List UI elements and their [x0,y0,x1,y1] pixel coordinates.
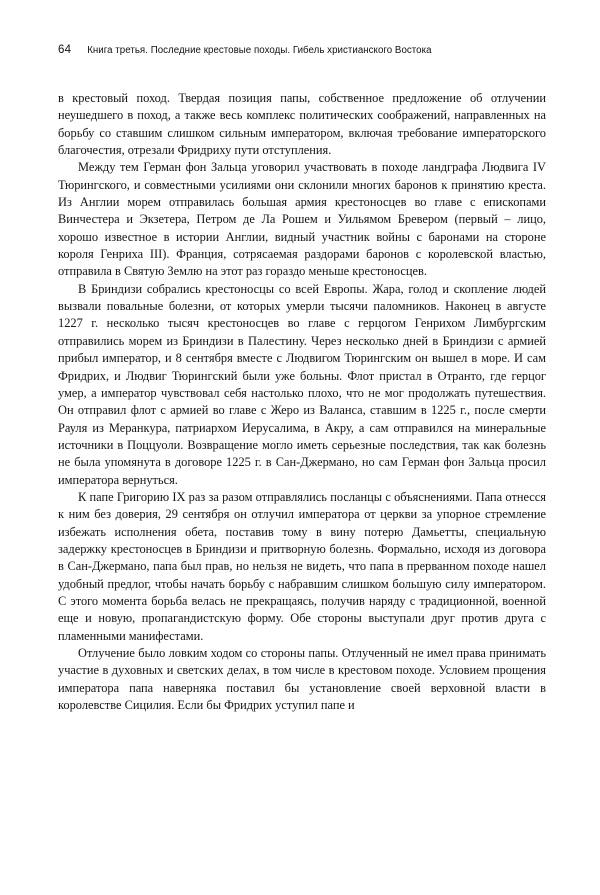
running-title: Книга третья. Последние крестовые походы. Гибель христианского Востока [87,45,432,56]
paragraph: К папе Григорию IX раз за разом отправлялись посланцы с объяснениями. Папа отнесся к ним без доверия, 29 сентября он отлучил императора от церкви за упорное стремление избежать исполнения обета, поставив тому в вину потерю Дамьетты, специальную задержку крестоносцев в Бриндизи и притворную болезнь. Формально, исходя из договора в Сан-Джермано, папа был прав, но нельзя не видеть, что папа в прерванном походе нашел удобный предлог, чтобы начать борьбу с набравшим слишком большую силу императором. С этого момента борьба велась не прекращаясь, получив наряду с традиционной, военной еще и новую, пропагандистскую форму. Обе стороны выступали друг против друга с пламенными манифестами. [58,489,546,643]
page-number: 64 [58,44,72,56]
paragraph: В Бриндизи собрались крестоносцы со всей Европы. Жара, голод и скопление людей вызвали повальные болезни, от которых умерли тысячи паломников. Наконец в августе 1227 г. несколько тысяч крестоносцев во главе с герцогом Генрихом Лимбургским отправились морем из Бриндизи в Палестину. Через несколько дней в Бриндизи с армией прибыл император, и 8 сентября вместе с Людвигом Тюрингским он вышел в море. И сам Фридрих, и Людвиг Тюрингский были уже больны. Флот пристал в Отранто, где герцог умер, а император чувствовал себя настолько плохо, что не мог продолжать путешествия. Он отправил флот с армией во главе с Жеро из Валанса, ставшим в 1225 г., после смерти Рауля из Меранкура, патриархом Иерусалима, в Акру, а сам отправился на минеральные источники в Поццуоли. Возвращение могло иметь серьезные последствия, так как болезнь не была упомянута в договоре 1225 г. в Сан-Джермано, но сам Герман фон Зальца просил императора вернуться. [58,281,546,487]
paragraph: Между тем Герман фон Зальца уговорил участвовать в походе ландграфа Людвига IV Тюрингского, и совместными усилиями они склонили многих баронов к принятию креста. Из Англии морем отправилась большая армия крестоносцев во главе с епископами Винчестера и Экзетера, Петром де Ла Рошем и Уильямом Бревером (первый – лицо, хорошо известное в истории Англии, видный участник войны с баронами на стороне короля Генриха III). Франция, сотрясаемая раздорами баронов с королевской властью, отправила в Святую Землю на этот раз гораздо меньше крестоносцев. [58,160,546,279]
page-header [58,44,546,56]
paragraph: в крестовый поход. Твердая позиция папы, собственное предложение об отлучении неушедшего в поход, а также весь комплекс политических соображений, направленных на борьбу со ставшим слишком сильным императором, включая требование императорского благочестия, отрезали Фридриху пути отступления. [58,91,546,158]
body-text [58,90,546,714]
paragraph: Отлучение было ловким ходом со стороны папы. Отлученный не имел права принимать участие в духовных и светских делах, в том числе в крестовом походе. Условием прощения императора папа наверняка поставил бы установление своей верховной власти в королевстве Сицилия. Если бы Фридрих уступил папе и [58,646,546,713]
